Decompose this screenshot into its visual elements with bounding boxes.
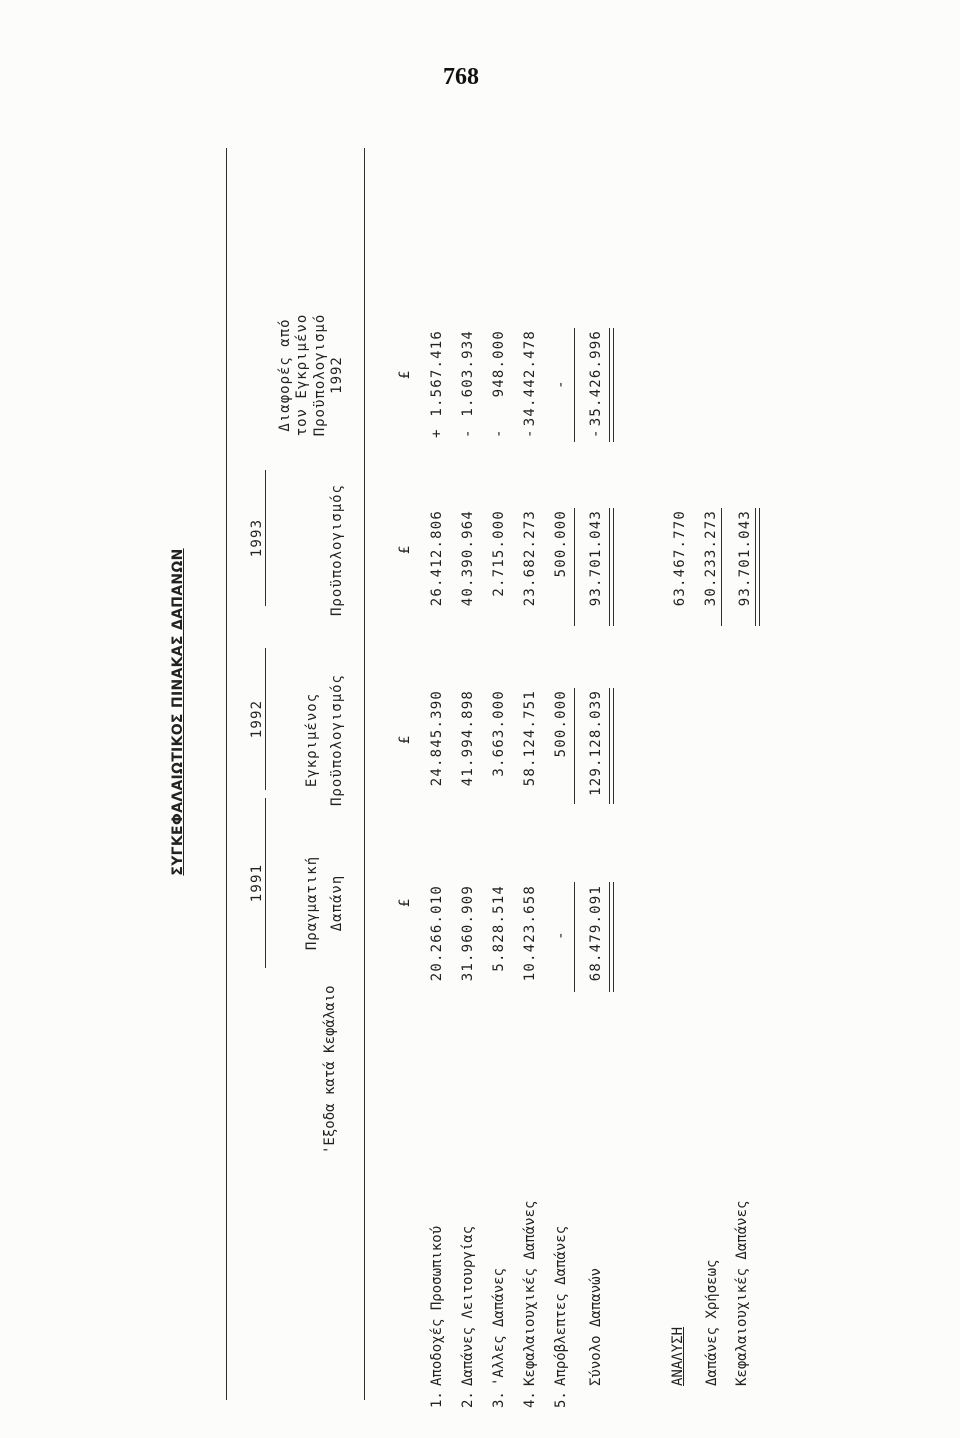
column-header-category: 'Εξοδα κατά Κεφάλαιο <box>322 985 338 1154</box>
total-double-rule-1993 <box>609 508 614 626</box>
analysis-heading: ΑΝΑΛΥΣΗ <box>670 1326 686 1386</box>
table-title: ΣΥΓΚΕΦΑΛΑΙΩΤΙΚΟΣ ΠΙΝΑΚΑΣ ΔΑΠΑΝΩΝ <box>170 548 186 876</box>
cell-diff <box>429 330 445 438</box>
diff-amount: 35.426.996 <box>588 330 604 427</box>
cell-diff <box>522 330 538 438</box>
column-year-1992: 1992 <box>249 648 266 790</box>
diff-sign: - <box>491 428 507 438</box>
analysis-value: 63.467.770 <box>672 510 688 607</box>
cell-1991: - <box>553 930 569 940</box>
subtotal-rule-1991 <box>574 882 575 992</box>
analysis-total: 93.701.043 <box>737 510 753 607</box>
diff-sign: - <box>522 428 538 438</box>
cell-1991: 5.828.514 <box>491 885 507 972</box>
column-header-1991-line2: Δαπάνη <box>329 874 345 932</box>
cell-1993: 40.390.964 <box>460 510 476 607</box>
total-double-rule-diff <box>609 328 614 442</box>
total-1992: 129.128.039 <box>588 690 604 796</box>
total-1991: 68.479.091 <box>588 885 604 982</box>
analysis-label: Κεφαλαιουχικές Δαπάνες <box>734 1200 750 1386</box>
diff-amount: 948.000 <box>491 330 507 398</box>
cell-diff <box>460 330 476 438</box>
column-header-diff-line1: Διαφορές από <box>277 318 293 432</box>
cell-diff <box>491 330 507 438</box>
analysis-value: 30.233.273 <box>703 510 719 607</box>
cell-1992: 58.124.751 <box>522 690 538 787</box>
row-number: 4. <box>522 1391 538 1408</box>
cell-1993: 2.715.000 <box>491 510 507 597</box>
column-header-1992-line1: Εγκριμένος <box>304 692 320 788</box>
cell-1993: 26.412.806 <box>429 510 445 607</box>
cell-1993: 23.682.273 <box>522 510 538 607</box>
row-label: Κεφαλαιουχικές Δαπάνες <box>522 1200 538 1386</box>
row-number: 1. <box>429 1391 445 1408</box>
row-number: 5. <box>553 1391 569 1408</box>
currency-1992: £ <box>397 735 413 745</box>
header-rule <box>364 148 365 1400</box>
column-header-diff-line3: Προϋπολογισμό <box>312 313 328 437</box>
currency-diff: £ <box>397 370 413 380</box>
row-label: Δαπάνες Λειτουργίας <box>460 1225 476 1386</box>
column-header-diff-line4: 1992 <box>329 356 345 394</box>
column-header-1993-line1: Προϋπολογισμός <box>329 484 345 617</box>
currency-1991: £ <box>397 898 413 908</box>
row-label: Απρόβλεπτες Δαπάνες <box>553 1225 569 1386</box>
diff-sign: - <box>588 428 604 438</box>
cell-1991: 20.266.010 <box>429 885 445 982</box>
diff-sign: + <box>429 428 445 438</box>
column-header-1992-line2: Προϋπολογισμός <box>329 674 345 807</box>
diff-amount: 34.442.478 <box>522 330 538 427</box>
currency-1993: £ <box>397 545 413 555</box>
row-number: 2. <box>460 1391 476 1408</box>
column-year-1991: 1991 <box>249 798 266 968</box>
subtotal-rule-diff <box>574 328 575 442</box>
cell-1992: 500.000 <box>553 690 569 758</box>
page-number: 768 <box>443 64 479 90</box>
total-double-rule-1992 <box>609 688 614 804</box>
row-label: Αποδοχές Προσωπικού <box>429 1225 445 1386</box>
column-header-1991-line1: Πραγματική <box>304 855 320 951</box>
top-rule <box>226 148 227 1400</box>
cell-1992: 41.994.898 <box>460 690 476 787</box>
row-number: 3. <box>491 1391 507 1408</box>
total-1993: 93.701.043 <box>588 510 604 607</box>
analysis-subtotal-rule <box>721 508 722 626</box>
cell-1992: 24.845.390 <box>429 690 445 787</box>
cell-1992: 3.663.000 <box>491 690 507 777</box>
column-header-diff-line2: τον Εγκριμένο <box>294 313 310 437</box>
cell-1993: 500.000 <box>553 510 569 578</box>
diff-sign: - <box>460 428 476 438</box>
total-label: Σύνολο Δαπανών <box>588 1267 604 1386</box>
analysis-label: Δαπάνες Χρήσεως <box>704 1259 720 1386</box>
total-diff <box>588 330 604 438</box>
cell-diff: - <box>553 379 569 389</box>
total-double-rule-1991 <box>609 882 614 992</box>
analysis-total-double-rule <box>755 508 760 626</box>
diff-amount: 1.603.934 <box>460 330 476 417</box>
subtotal-rule-1993 <box>574 508 575 626</box>
cell-1991: 10.423.658 <box>522 885 538 982</box>
diff-amount: 1.567.416 <box>429 330 445 417</box>
cell-1991: 31.960.909 <box>460 885 476 982</box>
column-year-1993: 1993 <box>249 470 266 606</box>
subtotal-rule-1992 <box>574 688 575 804</box>
row-label: 'Αλλες Δαπάνες <box>491 1267 507 1386</box>
